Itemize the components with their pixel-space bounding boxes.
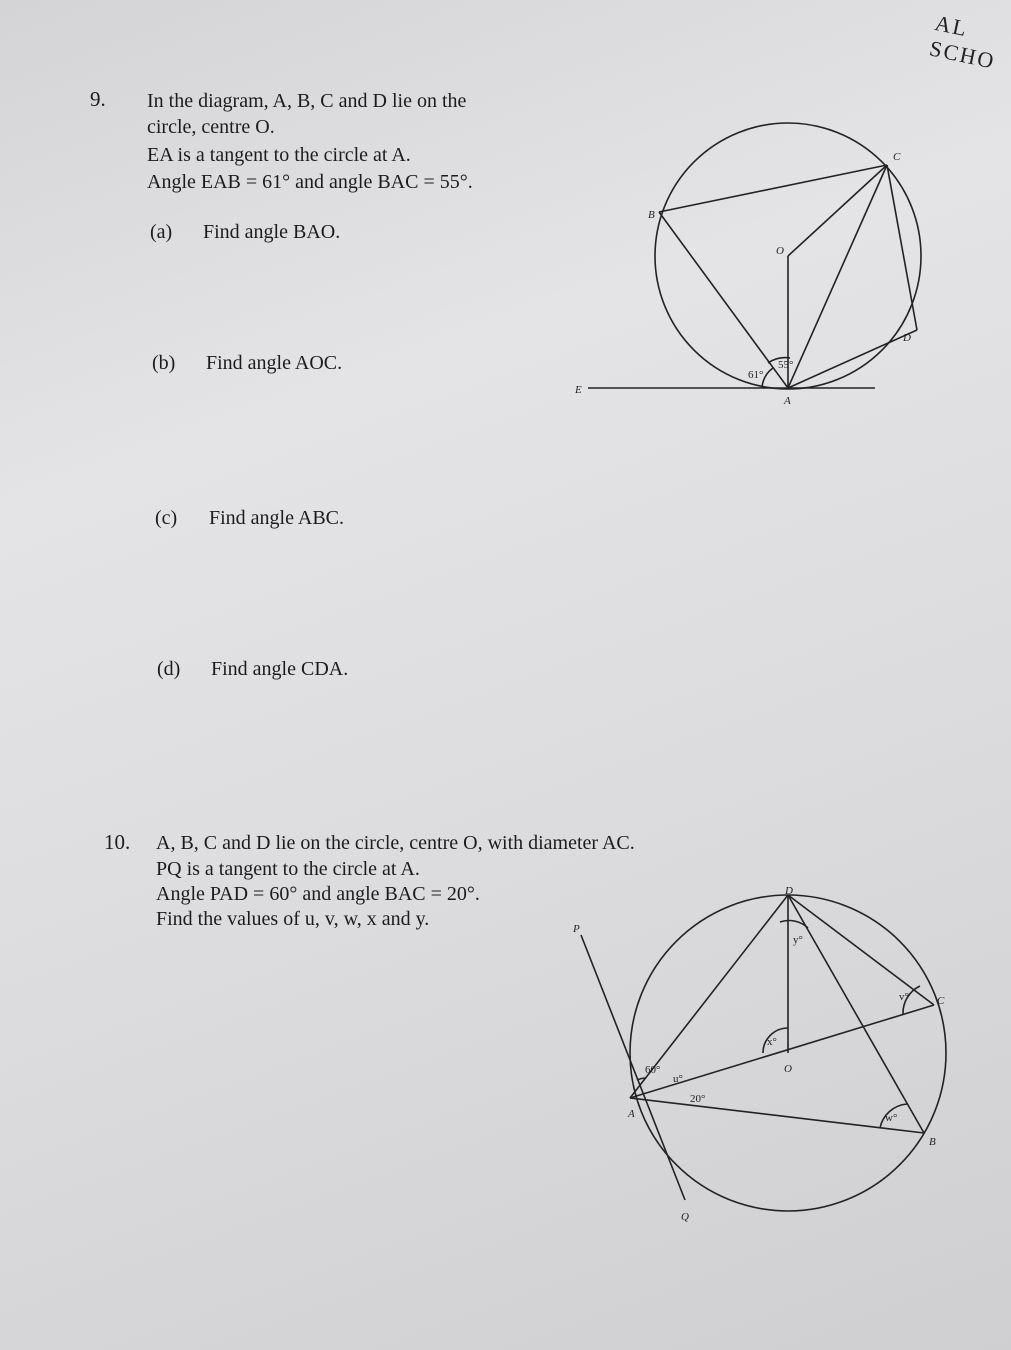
q10-chord-dc: [788, 895, 934, 1005]
q9-radius-oc: [788, 165, 887, 256]
q9-angle-arc-eab: [762, 368, 773, 388]
q9-line-1: In the diagram, A, B, C and D lie on the: [147, 90, 467, 112]
q9-chord-da: [788, 330, 917, 388]
q9-angle-bac: 55°: [778, 359, 794, 371]
q9-label-o: O: [776, 245, 784, 257]
q10-label-o: O: [784, 1063, 792, 1075]
q9-line-3: EA is a tangent to the circle at A.: [147, 144, 411, 166]
q9-line-2: circle, centre O.: [147, 116, 275, 138]
q10-angle-v: v°: [899, 991, 909, 1003]
q9b-label: (b): [152, 352, 176, 374]
q9-label-b: B: [648, 209, 655, 221]
q10-label-c: C: [937, 995, 945, 1007]
q9b-text: Find angle AOC.: [206, 352, 343, 374]
q9-number: 9.: [90, 87, 106, 111]
q9-chord-cd: [887, 165, 917, 330]
q10-angle-w: w°: [885, 1112, 898, 1124]
q10-line-1: A, B, C and D lie on the circle, centre O, with diameter AC.: [156, 832, 635, 854]
q9-diagram: [588, 123, 921, 389]
q10-label-d: D: [785, 885, 793, 897]
q10-angle-x: x°: [767, 1036, 777, 1048]
q9-chord-ac: [788, 165, 887, 388]
q10-number: 10.: [104, 830, 131, 854]
q9a-text: Find angle BAO.: [203, 221, 341, 243]
q10-label-a: A: [628, 1108, 635, 1120]
q9c-label: (c): [155, 507, 178, 529]
q9-label-d: D: [903, 332, 911, 344]
q10-line-3: Angle PAD = 60° and angle BAC = 20°.: [156, 883, 480, 905]
q10-label-b: B: [929, 1136, 936, 1148]
q10-angle-u: u°: [673, 1073, 683, 1085]
q10-diagram: [581, 895, 946, 1211]
q9-line-4: Angle EAB = 61° and angle BAC = 55°.: [147, 171, 473, 193]
q9-label-c: C: [893, 151, 901, 163]
q9-chord-ab: [659, 212, 788, 388]
q10-tangent-pq: [581, 935, 685, 1200]
q9-angle-eab: 61°: [748, 369, 764, 381]
q10-line-2: PQ is a tangent to the circle at A.: [156, 858, 420, 880]
q9d-label: (d): [157, 658, 181, 680]
corner-header-text: AL SCHO: [927, 10, 998, 74]
q10-angle-pad: 60°: [645, 1064, 661, 1076]
q9d-text: Find angle CDA.: [211, 658, 349, 680]
q10-label-p: P: [573, 923, 580, 935]
q10-angle-y: y°: [793, 934, 803, 946]
q9-label-e: E: [575, 384, 582, 396]
q9c-text: Find angle ABC.: [209, 507, 345, 529]
q9-chord-bc: [659, 165, 887, 212]
q9-label-a: A: [784, 395, 791, 407]
q10-line-4: Find the values of u, v, w, x and y.: [156, 908, 430, 930]
q9a-label: (a): [150, 221, 173, 243]
q10-label-q: Q: [681, 1211, 689, 1223]
q10-angle-bac: 20°: [690, 1093, 706, 1105]
